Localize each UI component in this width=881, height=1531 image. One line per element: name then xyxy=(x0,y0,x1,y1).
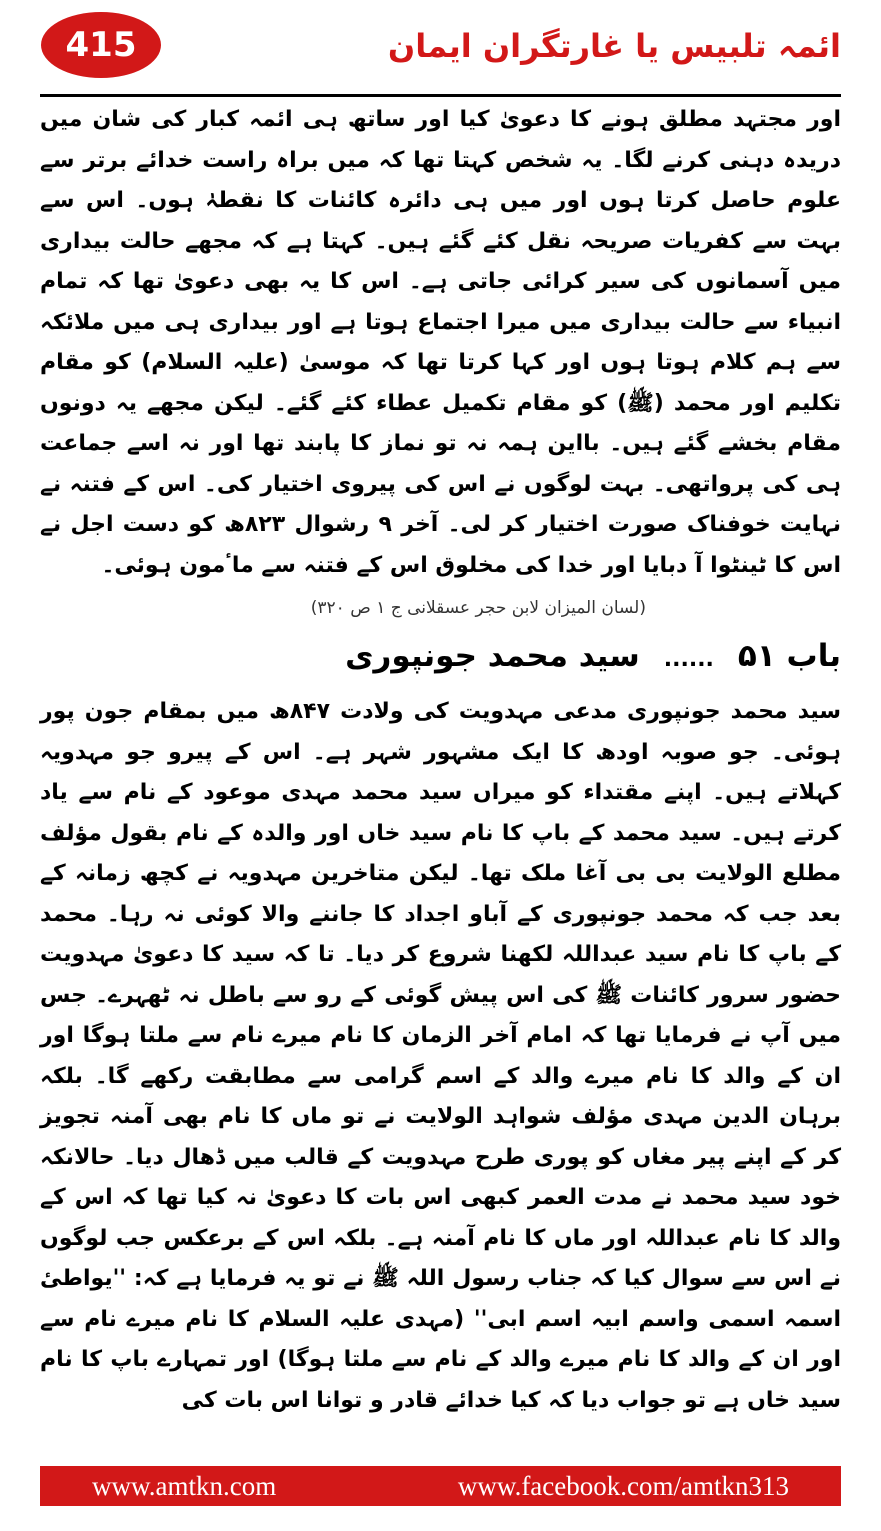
footer-facebook-link[interactable]: www.facebook.com/amtkn313 xyxy=(457,1470,789,1501)
chapter-heading xyxy=(40,630,841,686)
chapter-separator: ...... xyxy=(663,647,714,672)
book-title: ائمہ تلبیس یا غارتگران ایمان xyxy=(387,27,841,65)
chapter-title: سید محمد جونپوری xyxy=(345,638,640,674)
page-content xyxy=(40,100,841,1421)
paragraph-intro: اور مجتہد مطلق ہونے کا دعویٰ کیا اور ساتھ ہی ائمہ کبار کی شان میں دریدہ دہنی کرنے لگا۔ یہ شخص کہتا تھا کہ میں براہ راست خدائے برتر سے علوم حاصل کرتا ہوں اور میں ہی دائرہ کائنات کا نقطہٰ ہوں۔ اس سے بہت سے کفریات صریحہ نقل کئے گئے ہیں۔ کہتا ہے کہ مجھے حالت بیداری میں آسمانوں کی سیر کرائی جاتی ہے۔ اس کا یہ بھی دعویٰ تھا کہ تمام انبیاء سے حالت بیداری میں میرا اجتماع ہوتا ہے اور بیداری ہی میں ملائکہ سے ہم کلام ہوتا ہوں اور کہا کرتا تھا کہ موسیٰ (علیہ السلام) کو مقام تکلیم اور محمد (ﷺ) کو مقام تکمیل عطاء کئے گئے۔ لیکن مجھے یہ دونوں مقام بخشے گئے ہیں۔ بااین ہمہ نہ تو نماز کا پابند تھا اور نہ اسے جماعت ہی کی پرواتھی۔ بہت لوگوں نے اس کی پیروی اختیار کی۔ اس کے فتنہ نے نہایت خوفناک صورت اختیار کر لی۔ آخر ۹ رشوال ۸۲۳ھ کو دست اجل نے اس کا ٹینٹوا آ دبایا اور خدا کی مخلوق اس کے فتنہ سے ماٴمون ہوئی۔ xyxy=(40,107,841,578)
page-number-badge: 415 xyxy=(41,12,161,78)
chapter-number: باب ۵۱ xyxy=(737,638,841,674)
footer-bar xyxy=(40,1466,841,1506)
footer-website-link[interactable]: www.amtkn.com xyxy=(92,1470,277,1501)
citation: (لسان المیزان لابن حجر عسقلانی ج ۱ ص ۳۲۰) xyxy=(310,598,646,618)
paragraph-body: سید محمد جونپوری مدعی مہدویت کی ولادت ۸۴۷ھ میں بمقام جون پور ہوئی۔ جو صوبہ اودھ کا ایک مشہور شہر ہے۔ اس کے پیرو جو مہدویہ کہلاتے ہیں۔ اپنے مقتداء کو میراں سید محمد مہدی موعود کے نام سے یاد کرتے ہیں۔ سید محمد کے باپ کا نام سید خاں اور والدہ کے نام بقول مؤلف مطلع الولایت بی بی آغا ملک تھا۔ لیکن متاخرین مہدویہ نے کچھ زمانہ کے بعد جب کہ محمد جونپوری کے آباو اجداد کا جاننے والا کوئی نہ رہا۔ محمد کے باپ کا نام سید عبداللہ لکھنا شروع کر دیا۔ تا کہ سید کا دعویٰ مہدویت حضور سرور کائنات ﷺ کی اس پیش گوئی کے رو سے باطل نہ ٹھہرے۔ جس میں آپ نے فرمایا تھا کہ امام آخر الزمان کا نام میرے نام سے ملتا ہوگا اور ان کے والد کا نام میرے والد کے اسم گرامی سے مطابقت رکھے گا۔ بلکہ برہان الدین مہدی مؤلف شواہد الولایت نے تو ماں کا نام بھی آمنہ تجویز کر کے اپنے پیر مغاں کو پوری طرح مہدویت کے قالب میں ڈھال دیا۔ حالانکہ خود سید محمد نے مدت العمر کبھی اس بات کا دعویٰ نہ کیا تھا کہ اس کے والد کا نام عبداللہ اور ماں کا نام آمنہ ہے۔ بلکہ اس کے برعکس جب لوگوں نے اس سے سوال کیا کہ جناب رسول اللہ ﷺ نے تو یہ فرمایا ہے کہ: ''یواطیٔ اسمہ اسمی واسم ابیہ اسم ابی'' (مہدی علیہ السلام کا نام میرے نام سے اور ان کے والد کا نام میرے والد کے نام سے ملتا ہوگا) اور تمہارے باپ کا نام سید خاں ہے تو جواب دیا کہ کیا خدائے قادر و توانا اس بات کی xyxy=(40,699,841,1413)
header-divider xyxy=(40,94,841,97)
